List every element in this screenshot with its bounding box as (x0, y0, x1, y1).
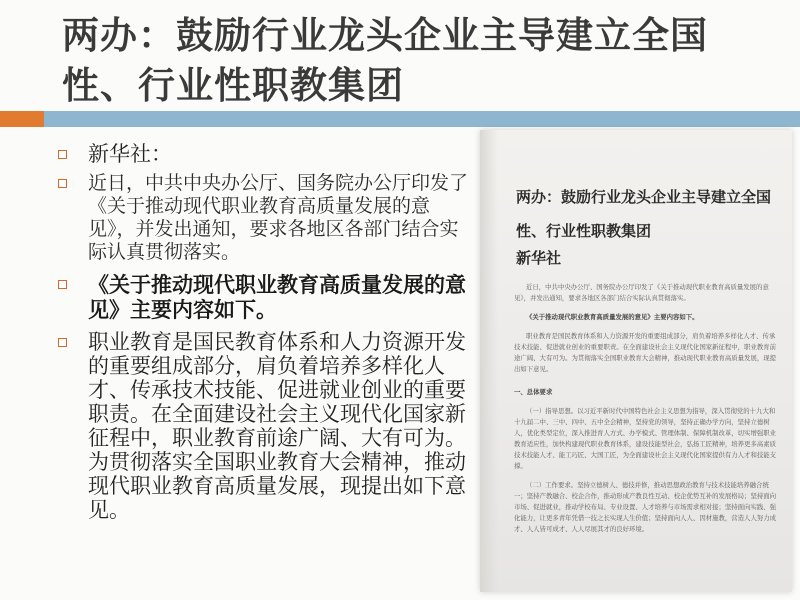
bullet-text: 近日，中共中央办公厅、国务院办公厅印发了《关于推动现代职业教育高质量发展的意见》，并发出通知，要求各地区各部门结合实际认真贯彻落实。 (88, 172, 469, 263)
square-bullet-icon (58, 280, 67, 289)
slide-title-line2: 性、行业性职教集团 (62, 63, 404, 107)
paper-fold-shadow (480, 130, 498, 592)
slide-title-line1: 两办：鼓励行业龙头企业主导建立全国 (62, 13, 708, 57)
bullet-item (52, 142, 472, 166)
document-subhead: 《关于推动现代职业教育高质量发展的意见》主要内容如下。 (526, 313, 699, 321)
accent-band-orange (0, 111, 44, 127)
document-point-2: （二）工作要求。坚持立德树人、德技并修，推动思想政治教育与技术技能培养融合统一；坚持产教融合、校企合作，推动形成产教良性互动、校企优势互补的发展格局；坚持面向市场、促进就业，推动学校布局、专业设置、人才培养与市场需求相对接；坚持面向实践、强化能力，让更多青年凭借一技之长实现人生价值；坚持面向人人、因材施教，营造人人努力成才、人人皆可成才、人人尽展其才的良好环境。 (514, 481, 777, 533)
document-title: 两办：鼓励行业龙头企业主导建立全国性、行业性职教集团 (516, 188, 772, 240)
bullet-text: 《关于推动现代职业教育高质量发展的意见》主要内容如下。 (88, 272, 466, 322)
bullet-text: 职业教育是国民教育体系和人力资源开发的重要组成部分，肩负着培养多样化人才、传承技术技能、促进就业创业的重要职责。在全面建设社会主义现代化国家新征程中，职业教育前途广阔、大有可为。为贯彻落实全国职业教育大会精神，推动现代职业教育高质量发展，现提出如下意见。 (88, 330, 466, 522)
document-intro: 职业教育是国民教育体系和人力资源开发的重要组成部分，肩负着培养多样化人才、传承技术技能、促进就业创业的重要职责。在全面建设社会主义现代化国家新征程中，职业教育前途广阔、大有可为。为贯彻落实全国职业教育大会精神，推动现代职业教育高质量发展，现提出如下意见。 (514, 332, 777, 373)
bullet-item (52, 272, 472, 322)
square-bullet-icon (58, 150, 67, 159)
document-photo (480, 130, 792, 592)
document-point-1: （一）指导思想。以习近平新时代中国特色社会主义思想为指导，深入贯彻党的十九大和十九届二中、三中、四中、五中全会精神，坚持党的领导，坚持正确办学方向，坚持立德树人，优化类型定位，深入推进育人方式、办学模式、管理体制、保障机制改革，切实增强职业教育适应性，加快构建现代职业教育体系，建设技能型社会，弘扬工匠精神，培养更多高素质技术技能人才、能工巧匠、大国工匠，为全面建设社会主义现代化国家提供有力人才和技能支撑。 (514, 407, 777, 470)
document-lead: 近日，中共中央办公厅、国务院办公厅印发了《关于推动现代职业教育高质量发展的意见》，并发出通知，要求各地区各部门结合实际认真贯彻落实。 (514, 283, 769, 302)
document-body (514, 282, 780, 543)
square-bullet-icon (58, 179, 67, 188)
bullet-text: 新华社： (88, 142, 172, 166)
document-author: 新华社 (516, 249, 562, 267)
bullet-item (52, 330, 472, 522)
document-section-heading: 一、总体要求 (514, 388, 553, 396)
slide-title (62, 10, 782, 110)
bullet-list (52, 142, 472, 522)
square-bullet-icon (58, 338, 67, 347)
accent-band-blue (44, 111, 800, 127)
bullet-item (52, 172, 472, 264)
